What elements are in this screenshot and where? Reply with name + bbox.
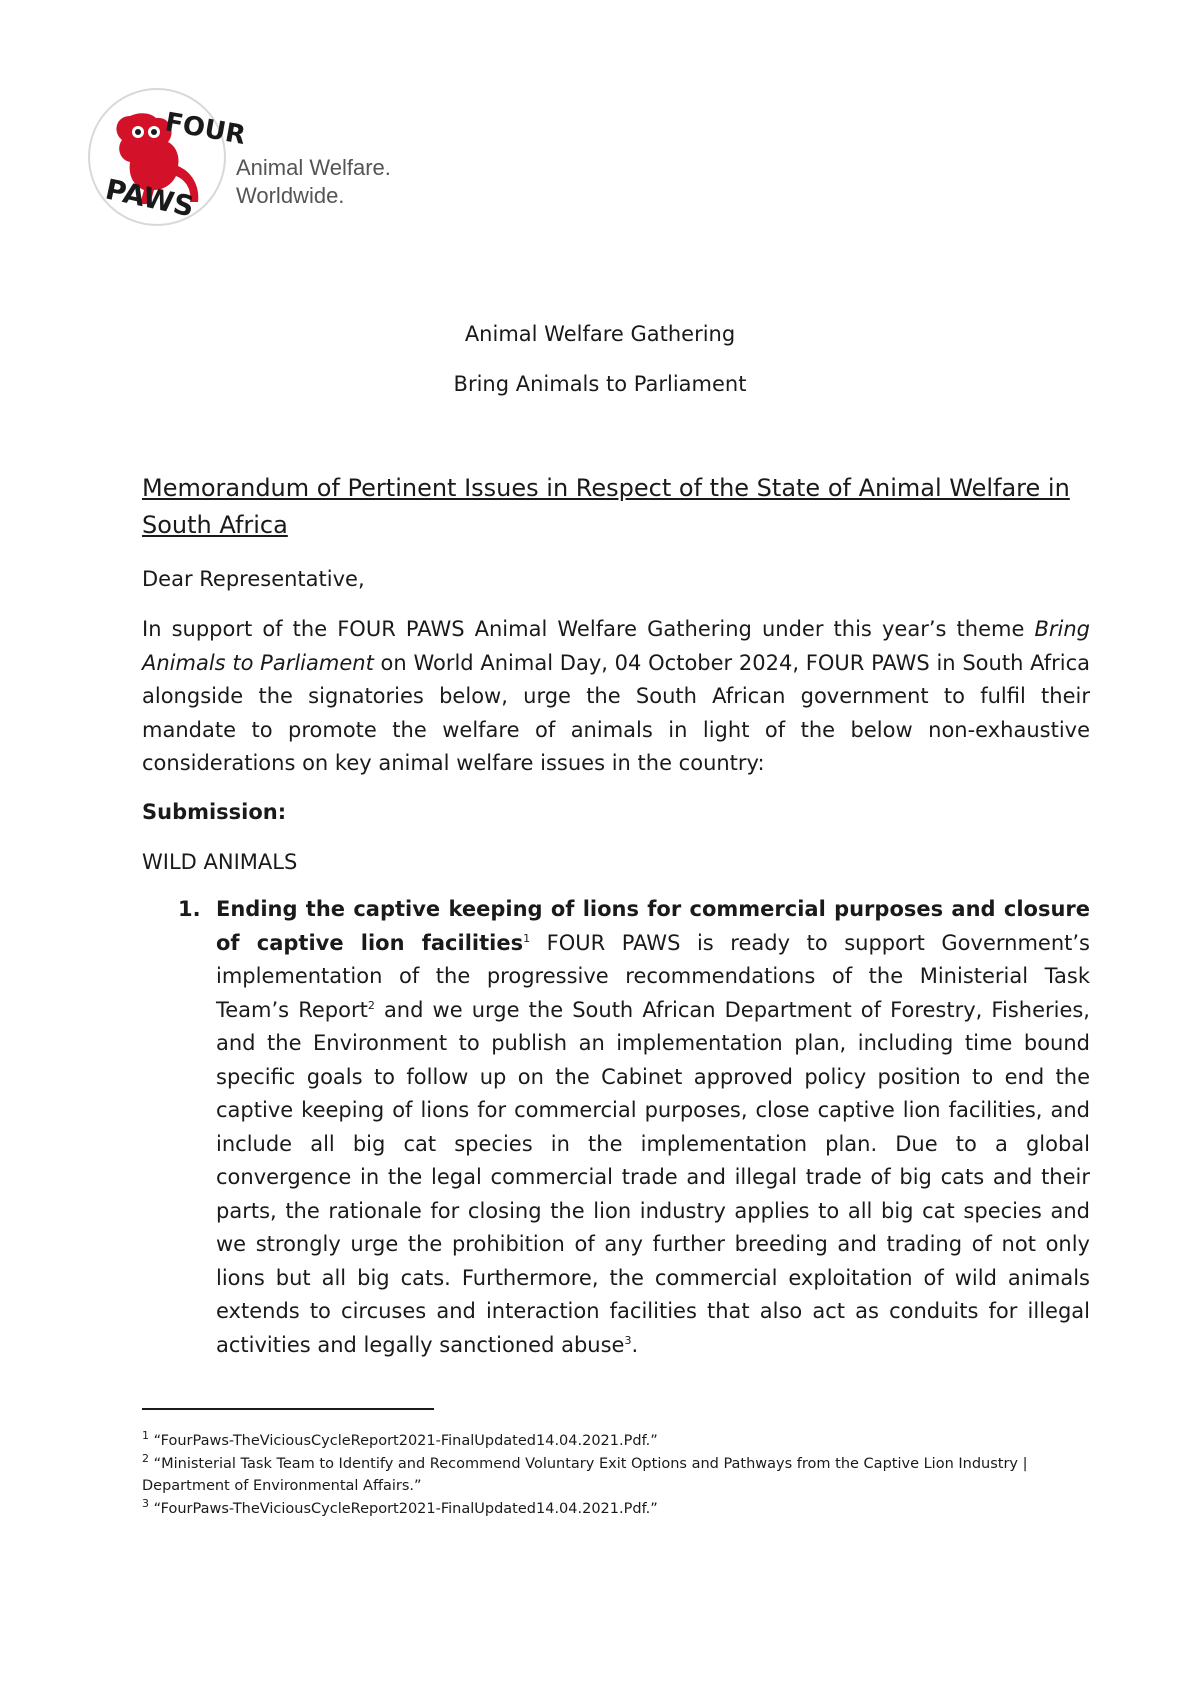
- footnote: [142, 1498, 1092, 1521]
- footnote-number: 1: [142, 1429, 149, 1443]
- section-heading: WILD ANIMALS: [142, 850, 298, 874]
- event-subtitle: Bring Animals to Parliament: [453, 372, 747, 396]
- intro-part-1: In support of the FOUR PAWS Animal Welfare Gathering under this year’s theme: [142, 617, 1035, 641]
- intro-theme: Bring Animals to Parliament: [142, 617, 1090, 675]
- footnote-text: “FourPaws-TheViciousCycleReport2021-FinalUpdated14.04.2021.Pdf.”: [149, 1500, 658, 1517]
- list-item-body: [216, 893, 1090, 1362]
- list-item-text-3: .: [631, 1332, 639, 1357]
- svg-text:FOUR: FOUR: [162, 107, 248, 151]
- footnote-text: “FourPaws-TheViciousCycleReport2021-FinalUpdated14.04.2021.Pdf.”: [149, 1433, 658, 1449]
- svg-text:PAWS: PAWS: [102, 172, 197, 224]
- four-paws-logo: [86, 86, 248, 228]
- footnote: [142, 1430, 1092, 1453]
- footnotes: [142, 1430, 1092, 1520]
- submission-label: Submission:: [142, 800, 287, 824]
- list-item-text-2: and we urge the South African Department of Forestry, Fisheries, and the Environment to publish an implementation plan, including time bound specific goals to follow up on the Cabinet approved policy position to end the captive keeping of lions for commercial purposes, close captive lion facilities, and include all big cat species in the implementation plan. Due to a global convergence in the legal commercial trade and illegal trade of big cats and their parts, the rationale for closing the lion industry applies to all big cat species and we strongly urge the prohibition of any further breeding and trading of not only lions but all big cats. Furthermore, the commercial exploitation of wild animals extends to circuses and interaction facilities that also act as conduits for illegal activities and legally sanctioned abuse: [216, 997, 1090, 1357]
- list-item-heading: Ending the captive keeping of lions for commercial purposes and closure of captive lion facilities: [216, 897, 1090, 955]
- footnote-text: “Ministerial Task Team to Identify and Recommend Voluntary Exit Options and Pathways from the Captive Lion Industry | Department of Environmental Affairs.”: [142, 1455, 1028, 1494]
- footnote-divider: [142, 1408, 434, 1410]
- tagline-line-2: Worldwide.: [236, 183, 345, 208]
- footnote: [142, 1453, 1092, 1498]
- list-item: [178, 893, 1090, 1362]
- footnote-ref-1[interactable]: 1: [523, 931, 531, 945]
- list-item-text-1: FOUR PAWS is ready to support Government’s implementation of the progressive recommendations of the Ministerial Task Team’s Report: [216, 930, 1090, 1022]
- tagline: [236, 154, 391, 210]
- tagline-line-1: Animal Welfare.: [236, 155, 391, 180]
- four-paws-logo-icon: [86, 86, 248, 228]
- footnote-ref-2[interactable]: 2: [367, 998, 375, 1012]
- footnote-number: 3: [142, 1496, 149, 1510]
- list-item-number: 1.: [178, 897, 201, 921]
- intro-part-2: on World Animal Day, 04 October 2024, FOUR PAWS in South Africa alongside the signatories below, urge the South African government to fulfil their mandate to promote the welfare of animals in light of the below non-exhaustive considerations on key animal welfare issues in the country:: [142, 650, 1091, 775]
- footnote-ref-3[interactable]: 3: [624, 1333, 632, 1347]
- intro-paragraph: [142, 613, 1090, 781]
- event-title: Animal Welfare Gathering: [464, 322, 736, 346]
- footnote-number: 2: [142, 1451, 149, 1465]
- salutation: Dear Representative,: [142, 567, 365, 591]
- memo-title: Memorandum of Pertinent Issues in Respect of the State of Animal Welfare in South Africa: [142, 474, 1070, 539]
